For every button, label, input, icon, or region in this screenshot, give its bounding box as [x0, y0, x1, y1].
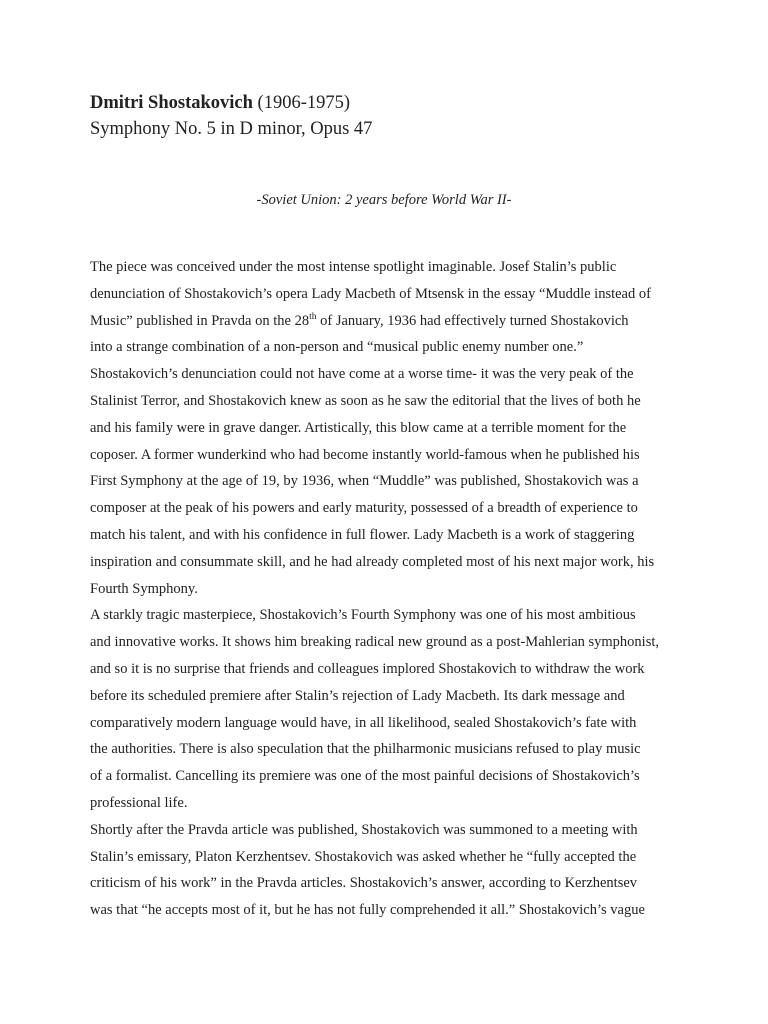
- text-fragment: Music” published in Pravda on the 28: [90, 312, 310, 329]
- text-line: before its scheduled premiere after Stalin’s rejection of Lady Macbeth. Its dark message and: [90, 687, 625, 704]
- text-line: was that “he accepts most of it, but he has not fully comprehended it all.” Shostakovich’s vague: [90, 902, 645, 919]
- ordinal-superscript: th: [309, 311, 317, 322]
- text-line: the authorities. There is also speculation that the philharmonic musicians refused to play music: [90, 741, 641, 758]
- essay-body: [90, 254, 700, 924]
- text-line: comparatively modern language would have, in all likelihood, sealed Shostakovich’s fate with: [90, 714, 637, 731]
- work-title: Symphony No. 5 in D minor, Opus 47: [90, 119, 373, 139]
- text-line: composer at the peak of his powers and early maturity, possessed of a breadth of experience to: [90, 500, 638, 517]
- paragraph-2: [90, 602, 700, 816]
- text-line: criticism of his work” in the Pravda articles. Shostakovich’s answer, according to Kerzhentsev: [90, 875, 638, 892]
- paragraph-1: [90, 254, 700, 602]
- text-line: Stalinist Terror, and Shostakovich knew as soon as he saw the editorial that the lives of both he: [90, 392, 641, 409]
- text-line: match his talent, and with his confidence in full flower. Lady Macbeth is a work of staggering: [90, 526, 635, 543]
- text-line-with-superscript: [90, 308, 700, 335]
- paragraph-3: [90, 817, 700, 924]
- composer-heading: [90, 91, 350, 115]
- tagline: -Soviet Union: 2 years before World War II-: [256, 192, 512, 208]
- text-line: professional life.: [90, 794, 188, 811]
- text-line: A starkly tragic masterpiece, Shostakovich’s Fourth Symphony was one of his most ambitious: [90, 607, 636, 624]
- text-line: and so it is no surprise that friends and colleagues implored Shostakovich to withdraw the work: [90, 660, 645, 677]
- text-line: Shortly after the Pravda article was published, Shostakovich was summoned to a meeting with: [90, 821, 638, 838]
- text-line: of a formalist. Cancelling its premiere was one of the most painful decisions of Shostakovich’s: [90, 768, 640, 785]
- text-line: First Symphony at the age of 19, by 1936, when “Muddle” was published, Shostakovich was a: [90, 473, 639, 490]
- text-line: and his family were in grave danger. Artistically, this blow came at a terrible moment for the: [90, 419, 627, 436]
- text-line: Fourth Symphony.: [90, 580, 198, 597]
- text-line: coposer. A former wunderkind who had become instantly world-famous when he published his: [90, 446, 640, 463]
- text-line: inspiration and consummate skill, and he had already completed most of his next major work, his: [90, 553, 655, 570]
- text-line: denunciation of Shostakovich’s opera Lady Macbeth of Mtsensk in the essay “Muddle instead of: [90, 285, 651, 302]
- composer-dates: (1906-1975): [252, 93, 351, 113]
- text-line: and innovative works. It shows him breaking radical new ground as a post-Mahlerian symphonist,: [90, 634, 660, 651]
- text-line: The piece was conceived under the most intense spotlight imaginable. Josef Stalin’s public: [90, 259, 617, 275]
- text-line: into a strange combination of a non-person and “musical public enemy number one.”: [90, 339, 584, 356]
- composer-name: Dmitri Shostakovich: [90, 93, 253, 113]
- text-fragment: of January, 1936 had effectively turned Shostakovich: [316, 312, 629, 329]
- text-line: Stalin’s emissary, Platon Kerzhentsev. Shostakovich was asked whether he “fully accepted the: [90, 848, 637, 865]
- text-line: Shostakovich’s denunciation could not have come at a worse time- it was the very peak of the: [90, 366, 634, 383]
